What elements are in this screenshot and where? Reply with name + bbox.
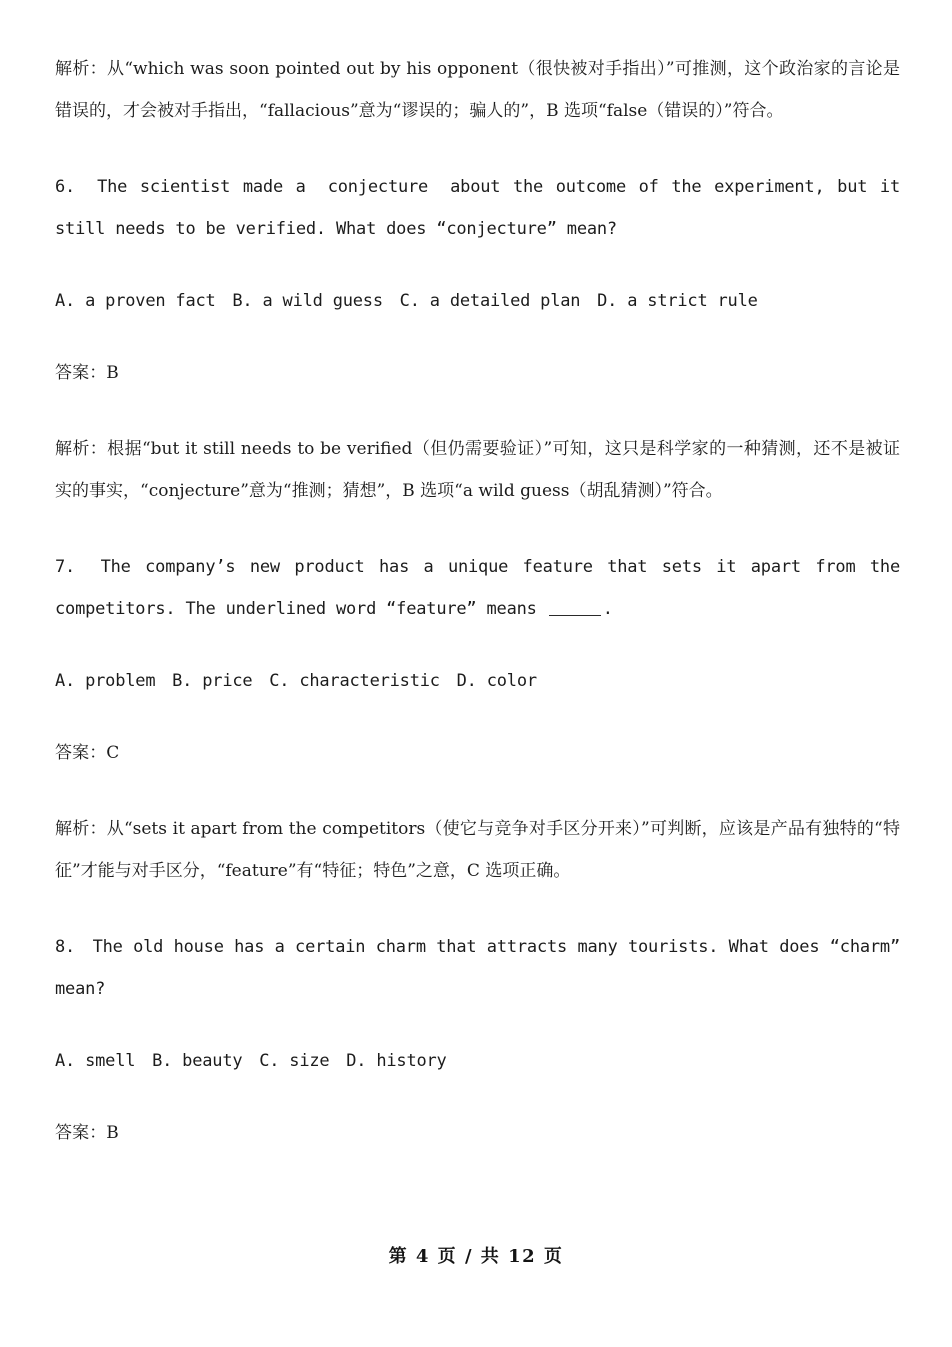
- footer-current-page: 4: [415, 1246, 430, 1267]
- spacer: [55, 630, 900, 660]
- question-7-text-before: 7. The company’s new product has a unique feature that sets it apart from the competitors. The underlined word “feature” means: [55, 557, 911, 619]
- spacer: [55, 322, 900, 352]
- page-footer: [0, 1242, 952, 1268]
- spacer: [55, 512, 900, 546]
- question-8-options: A. smell B. beauty C. size D. history: [55, 1051, 447, 1071]
- question-8-stem: 8. The old house has a certain charm that attracts many tourists. What does “charm” mean?: [55, 937, 911, 999]
- analysis-paragraph-q5: 解析：从“which was soon pointed out by his opponent（很快被对手指出）”可推测，这个政治家的言论是错误的，才会被对手指出，“fallacious”意为“谬误的；骗人的”，B 选项“false（错误的）”符合。: [55, 59, 900, 121]
- analysis-paragraph-q7: 解析：从“sets it apart from the competitors（使它与竞争对手区分开来）”可判断，应该是产品有独特的“特征”才能与对手区分，“feature”有“特征；特色”之意，C 选项正确。: [55, 819, 900, 881]
- answer-blank-underline: [549, 615, 601, 616]
- question-7-options: A. problem B. price C. characteristic D. color: [55, 671, 537, 691]
- footer-suffix: 页: [543, 1246, 564, 1267]
- question-8-answer: 答案：B: [55, 1123, 119, 1143]
- question-6-answer: 答案：B: [55, 363, 119, 383]
- spacer: [55, 132, 900, 166]
- page-content: [55, 48, 911, 1154]
- question-6-options: A. a proven fact B. a wild guess C. a detailed plan D. a strict rule: [55, 291, 758, 311]
- question-6-stem: 6. The scientist made a conjecture about the outcome of the experiment, but it still needs to be verified. What does “conjecture” mean?: [55, 177, 911, 239]
- spacer: [55, 702, 900, 732]
- spacer: [55, 1010, 900, 1040]
- footer-total-pages: 12: [508, 1246, 537, 1267]
- analysis-paragraph-q6: 解析：根据“but it still needs to be verified（但仍需要验证）”可知，这只是科学家的一种猜测，还不是被证实的事实，“conjecture”意为“推测；猜想”，B 选项“a wild guess（胡乱猜测）”符合。: [55, 439, 900, 501]
- footer-prefix: 第: [388, 1246, 409, 1267]
- spacer: [55, 1082, 900, 1112]
- spacer: [55, 394, 900, 428]
- spacer: [55, 892, 900, 926]
- footer-middle: 页 / 共: [437, 1246, 501, 1267]
- question-7-text-after: .: [602, 599, 613, 619]
- question-7-answer: 答案：C: [55, 743, 120, 763]
- spacer: [55, 774, 900, 808]
- spacer: [55, 250, 900, 280]
- question-7-stem: [55, 546, 911, 630]
